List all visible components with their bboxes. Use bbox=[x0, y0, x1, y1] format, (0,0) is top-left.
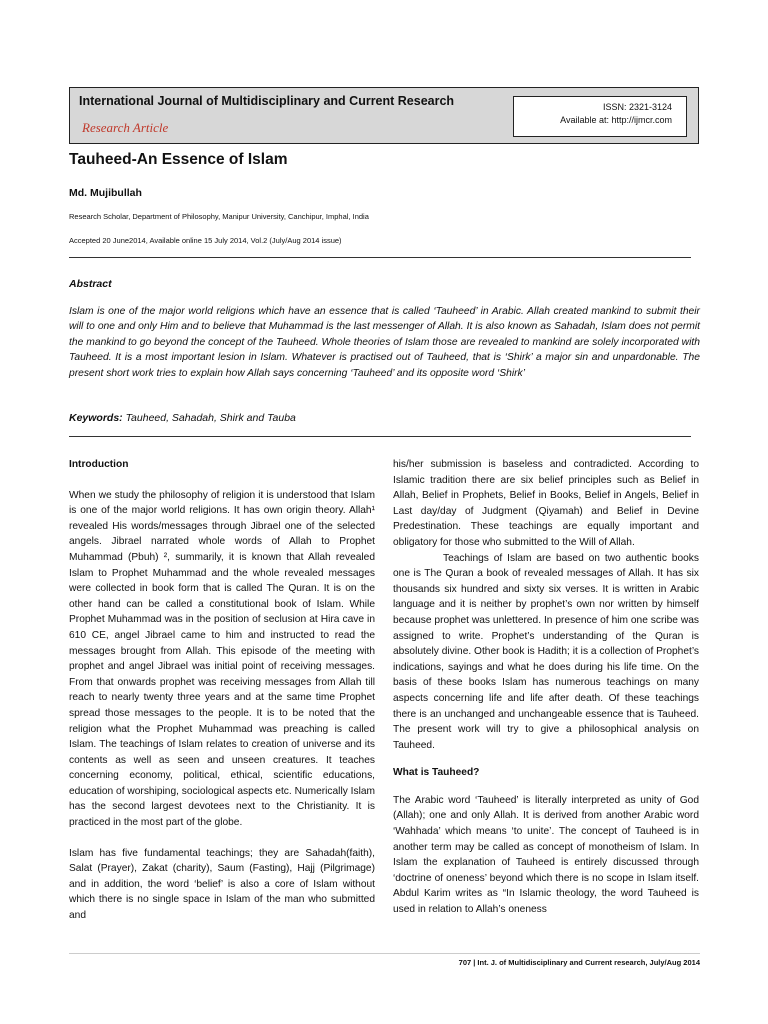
keywords-label: Keywords: bbox=[69, 412, 123, 424]
divider-top bbox=[69, 257, 691, 258]
keywords bbox=[69, 412, 296, 424]
journal-banner bbox=[69, 87, 699, 144]
right-column bbox=[393, 457, 699, 918]
introduction-heading: Introduction bbox=[69, 459, 129, 470]
journal-title: International Journal of Multidisciplinary and Current Research bbox=[79, 94, 455, 108]
left-column bbox=[69, 457, 375, 924]
availability: Available at: http://ijmcr.com bbox=[560, 115, 672, 125]
right-paragraph-2: Teachings of Islam are based on two authentic books one is The Quran a book of revealed messages of Allah. It has six thousands six hundred and sixty six verses. It is written in Arabic language and it is neither by prophet’s own nor written by himself because prophet was unlettered. In presence of him one scribe was assigned to write. Prophet’s understanding of the Quran is absolutely divine. Other book is Hadith; it is a collection of Prophet’s indications, sayings and what he does during his life time. On the basis of these books Islam has numerous teachings on many aspects concerning life and life after death. Of these teachings there is an unchanged and unchangeable essence that is Tauheed. The present work will try to give a philosophical analysis on Tauheed. bbox=[393, 552, 699, 751]
page-footer: 707 | Int. J. of Multidisciplinary and Current research, July/Aug 2014 bbox=[458, 958, 700, 967]
intro-paragraph-2: Islam has five fundamental teachings; they are Sahadah(faith), Salat (Prayer), Zakat (charity), Saum (Fasting), Hajj (Pilgrimage) and in addition, the word ‘belief’ is also a core of Islam without which there is no single space in Islam of the man who submitted and bbox=[69, 847, 375, 922]
divider-keywords bbox=[69, 436, 691, 437]
author-name: Md. Mujibullah bbox=[69, 187, 142, 199]
abstract-heading: Abstract bbox=[69, 278, 112, 290]
issn-box bbox=[513, 96, 687, 137]
intro-paragraph-1: When we study the philosophy of religion it is understood that Islam is one of the major world religions. It has own origin theory. Allah¹ revealed His words/messages through Jibrael one of the selected angels. Jibrael narrated whole words of Allah to Prophet Muhammad (Pbuh) ², summarily, it is known that Allah revealed Islam to Prophet Muhammad and the whole revealed messages were collected in book form that is called The Quran. It is on the other hand can be called a constitutional book of Islam. While Prophet Muhammad was in the position of seclusion at Hira cave in 610 CE, angel Jibrael came to him and instructed to read the messages brought from Allah. This episode of the meeting with prophet and angel Jibrael was initial point of receiving messages. From that onwards prophet was receiving messages from Allah till reach to nearly twenty three years and at the same time Prophet spread those messages to the people. It is to be noted that the religion what the Prophet Muhammad was preaching is called Islam. The teachings of Islam relates to creation of universe and its contents as well as seen and unseen creatures. It teaches concerning economy, political, ethical, scientific educations, education of worshiping, sociological aspects etc. Numerically Islam has the second largest devotees next to the Christianity. It is practiced in the most part of the globe. bbox=[69, 489, 375, 829]
publication-dates: Accepted 20 June2014, Available online 15 July 2014, Vol.2 (July/Aug 2014 issue) bbox=[69, 236, 342, 245]
footer-divider bbox=[69, 953, 700, 954]
author-affiliation: Research Scholar, Department of Philosophy, Manipur University, Canchipur, Imphal, India bbox=[69, 212, 369, 221]
what-is-tauheed-heading: What is Tauheed? bbox=[393, 767, 480, 779]
article-type: Research Article bbox=[82, 120, 169, 135]
article-title: Tauheed-An Essence of Islam bbox=[69, 151, 288, 168]
right-paragraph-3: The Arabic word ‘Tauheed’ is literally interpreted as unity of God (Allah); one and only Allah. It is derived from another Arabic word ‘Wahhada’ which means ‘to unite’. The concept of Tauheed is in another term may be called as concept of monotheism of Islam. In Islam the explanation of Tauheed is entirely discussed through ‘doctrine of oneness’ beyond which there is no scope in Islam itself. Abdul Karim writes as “In Islamic theology, the word Tauheed is used in relation to Allah’s oneness bbox=[393, 794, 699, 916]
abstract-text: Islam is one of the major world religions which have an essence that is called ‘Tauheed’ in Arabic. Allah created mankind to submit their will to one and only Him and to believe that Muhammad is the last messenger of Allah. It is also known as Sahadah, Islam does not permit the mankind to go beyond the concept of the Tauheed. Whole theories of Islam those are revealed to mankind are solely incorporated with Tauheed. It is a most important lesion in Islam. Whatever is practised out of Tauheed, that is ‘Shirk’ a major sin and unpardonable. The present short work tries to explain how Allah says concerning ‘Tauheed’ and its opposite word ‘Shirk’ bbox=[69, 306, 700, 379]
keywords-text: Tauheed, Sahadah, Shirk and Tauba bbox=[125, 412, 296, 424]
right-paragraph-1: his/her submission is baseless and contradicted. According to Islamic tradition there are six belief principles such as Belief in Allah, Belief in Prophets, Belief in Books, Belief in Angels, Belief in Last day/day of Judgment (Qiyamah) and Belief in Devine Predestination. These teachings are equally important and obligatory for those who submitted to the Will of Allah. bbox=[393, 459, 699, 548]
issn: ISSN: 2321-3124 bbox=[602, 102, 672, 112]
